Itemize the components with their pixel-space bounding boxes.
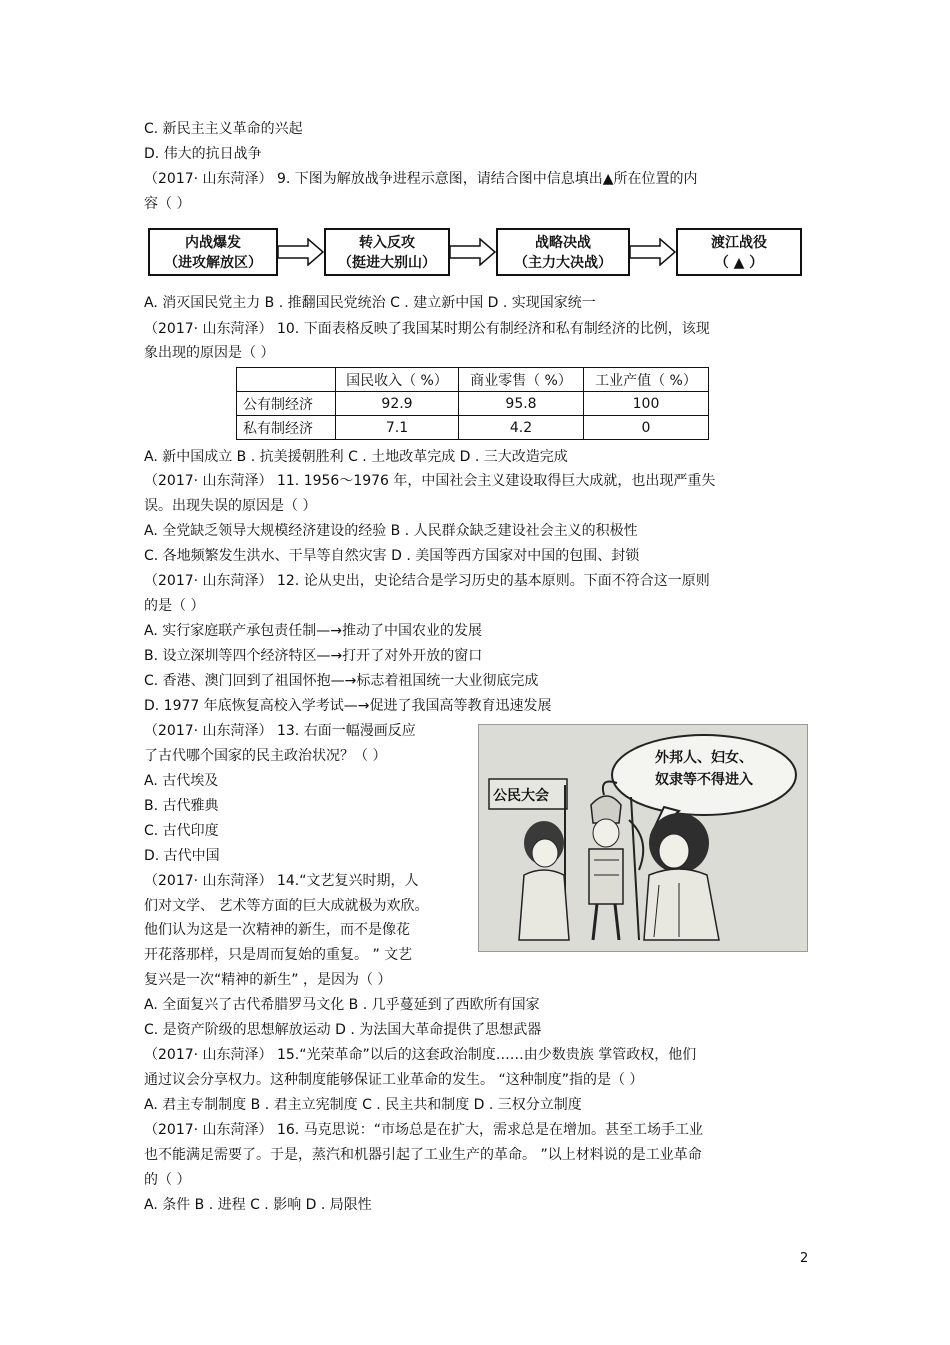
flow-step-4 xyxy=(676,228,802,276)
question-12-cont: 的是（ ） xyxy=(144,598,205,614)
question-16: （2017· 山东菏泽） 16. 马克思说：“市场总是在扩大，需求总是在增加。甚至工场手工业 xyxy=(144,1122,703,1138)
question-14: （2017· 山东菏泽） 14.“文艺复兴时期，人 xyxy=(144,873,419,889)
table-header-cell: 商业零售（ %） xyxy=(459,368,584,392)
question-16-cont2: 的（ ） xyxy=(144,1172,191,1188)
question-10-options: A. 新中国成立 B . 抗美援朝胜利 C . 土地改革完成 D . 三大改造完成 xyxy=(144,449,568,465)
question-15-cont: 通过议会分享权力。这种制度能够保证工业革命的发生。 “这种制度”指的是（ ） xyxy=(144,1072,644,1088)
question-13-option-b: B. 古代雅典 xyxy=(144,798,219,814)
flow-step-1-sub: （进攻解放区） xyxy=(164,255,262,271)
table-header-row xyxy=(237,368,709,392)
speech-bubble-line2: 奴隶等不得进入 xyxy=(655,772,753,788)
question-9: （2017· 山东菏泽） 9. 下图为解放战争进程示意图，请结合图中信息填出▲所在位置的内 xyxy=(144,171,698,187)
table-cell: 7.1 xyxy=(336,416,459,440)
question-15: （2017· 山东菏泽） 15.“光荣革命”以后的这套政治制度……由少数贵族 掌管政权，他们 xyxy=(144,1047,697,1063)
question-11: （2017· 山东菏泽） 11. 1956～1976 年，中国社会主义建设取得巨大成就，也出现严重失 xyxy=(144,473,716,489)
economy-table xyxy=(236,367,709,440)
table-cell: 公有制经济 xyxy=(237,392,336,416)
question-12-option-a: A. 实行家庭联产承包责任制—→推动了中国农业的发展 xyxy=(144,623,482,639)
question-12-option-c: C. 香港、澳门回到了祖国怀抱—→标志着祖国统一大业彻底完成 xyxy=(144,673,539,689)
table-header-cell: 工业产值（ %） xyxy=(584,368,709,392)
question-13-option-c: C. 古代印度 xyxy=(144,823,219,839)
question-11-cont: 误。出现失误的原因是（ ） xyxy=(144,498,317,514)
question-9-cont: 容（ ） xyxy=(144,196,191,212)
question-12: （2017· 山东菏泽） 12. 论从史出，史论结合是学习历史的基本原则。下面不符合这一原则 xyxy=(144,573,710,589)
question-9-options: A. 消灭国民党主力 B . 推翻国民党统治 C . 建立新中国 D . 实现国家统一 xyxy=(144,295,596,311)
table-row xyxy=(237,392,709,416)
flow-arrow-1 xyxy=(278,238,324,266)
question-10: （2017· 山东菏泽） 10. 下面表格反映了我国某时期公有制经济和私有制经济的比例，该现 xyxy=(144,321,710,337)
table-cell: 95.8 xyxy=(459,392,584,416)
question-14-line4: 开花落那样，只是周而复始的重复。 ” 文艺 xyxy=(144,947,413,963)
question-16-options: A. 条件 B . 进程 C . 影响 D . 局限性 xyxy=(144,1197,372,1213)
question-13-option-d: D. 古代中国 xyxy=(144,848,220,864)
question-13-option-a: A. 古代埃及 xyxy=(144,773,219,789)
page-number: 2 xyxy=(800,1251,809,1266)
athens-cartoon xyxy=(478,724,808,952)
option-d-q8: D. 伟大的抗日战争 xyxy=(144,146,262,162)
flow-step-2-title: 转入反攻 xyxy=(359,235,415,251)
table-cell: 0 xyxy=(584,416,709,440)
question-12-option-b: B. 设立深圳等四个经济特区—→打开了对外开放的窗口 xyxy=(144,648,483,664)
table-header-cell xyxy=(237,368,336,392)
flow-step-1 xyxy=(148,228,278,276)
flow-step-4-title: 渡江战役 xyxy=(711,235,767,251)
question-14-line3: 他们认为这是一次精神的新生，而不是像花 xyxy=(144,922,410,938)
flow-step-3 xyxy=(496,228,630,276)
question-14-options-cd: C. 是资产阶级的思想解放运动 D . 为法国大革命提供了思想武器 xyxy=(144,1022,542,1038)
table-cell: 100 xyxy=(584,392,709,416)
question-14-options-ab: A. 全面复兴了古代希腊罗马文化 B . 几乎蔓延到了西欧所有国家 xyxy=(144,997,540,1013)
flow-arrow-2 xyxy=(450,238,496,266)
table-cell: 4.2 xyxy=(459,416,584,440)
table-header-cell: 国民收入（ %） xyxy=(336,368,459,392)
flow-step-2 xyxy=(324,228,450,276)
table-row xyxy=(237,416,709,440)
speech-bubble-text xyxy=(629,747,779,791)
question-13-cont: 了古代哪个国家的民主政治状况？（ ） xyxy=(144,748,387,764)
question-15-options: A. 君主专制制度 B . 君主立宪制度 C . 民主共和制度 D . 三权分立制度 xyxy=(144,1097,582,1113)
flow-step-3-title: 战略决战 xyxy=(535,235,591,251)
flow-step-4-sub: （ ▲ ） xyxy=(714,255,764,271)
question-13: （2017· 山东菏泽） 13. 右面一幅漫画反应 xyxy=(144,723,416,739)
question-14-line5: 复兴是一次“精神的新生” ，是因为（ ） xyxy=(144,972,392,988)
question-16-cont: 也不能满足需要了。于是，蒸汽和机器引起了工业生产的革命。 ”以上材料说的是工业革命 xyxy=(144,1147,702,1163)
question-12-option-d: D. 1977 年底恢复高校入学考试—→促进了我国高等教育迅速发展 xyxy=(144,698,552,714)
question-11-options-cd: C. 各地频繁发生洪水、干旱等自然灾害 D . 美国等西方国家对中国的包围、封锁 xyxy=(144,548,640,564)
table-cell: 92.9 xyxy=(336,392,459,416)
flow-step-3-sub: （主力大决战） xyxy=(514,255,612,271)
flow-step-1-title: 内战爆发 xyxy=(185,235,241,251)
flow-arrow-3 xyxy=(630,238,676,266)
flow-step-2-sub: （挺进大别山） xyxy=(338,255,436,271)
question-14-line2: 们对文学、 艺术等方面的巨大成就极为欢欣。 xyxy=(144,898,429,914)
table-cell: 私有制经济 xyxy=(237,416,336,440)
assembly-sign: 公民大会 xyxy=(493,788,549,804)
option-c-q8: C. 新民主主义革命的兴起 xyxy=(144,121,303,137)
question-11-options-ab: A. 全党缺乏领导大规模经济建设的经验 B . 人民群众缺乏建设社会主义的积极性 xyxy=(144,523,638,539)
speech-bubble-line1: 外邦人、妇女、 xyxy=(655,750,753,766)
question-10-cont: 象出现的原因是（ ） xyxy=(144,345,275,361)
